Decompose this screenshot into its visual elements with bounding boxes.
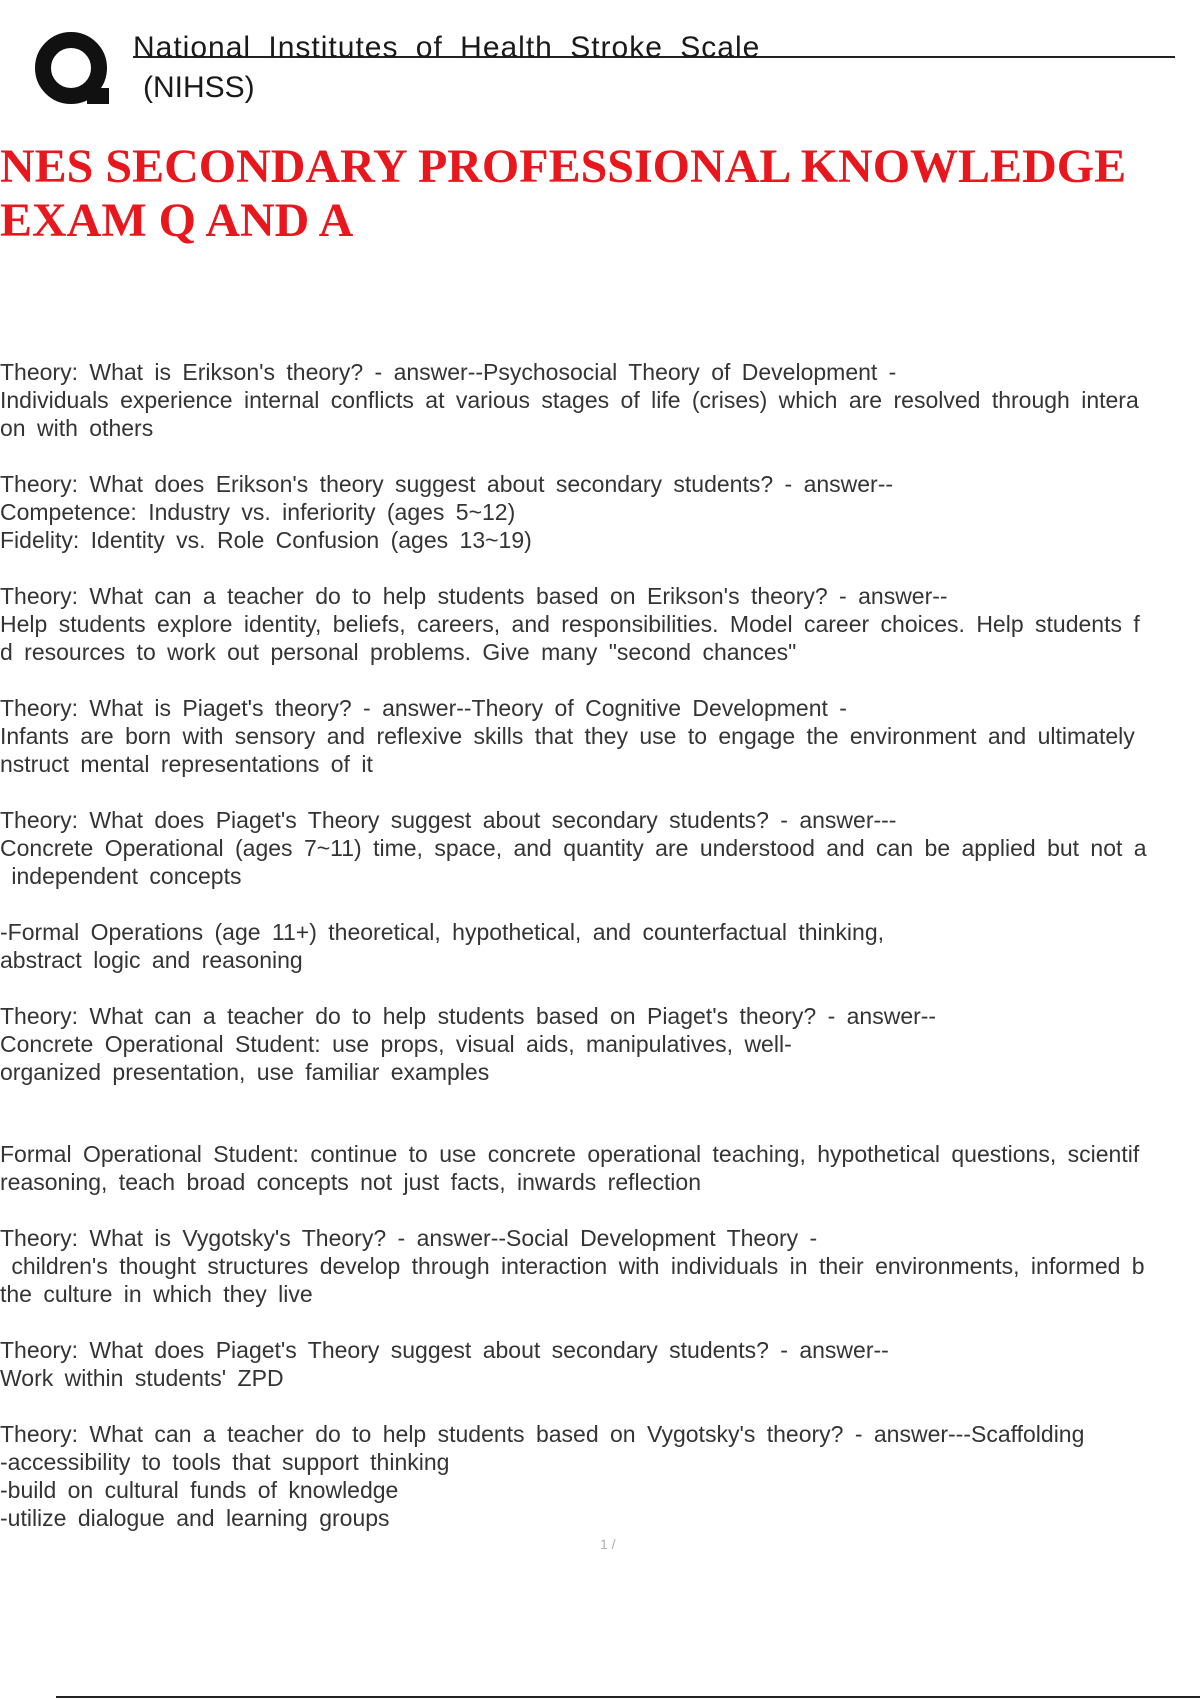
- qa-block-formal-operational-student: Formal Operational Student: continue to use concrete operational teaching, hypothetical questions, scientif reasoning, teach broad concepts not just facts, inwards reflection: [0, 1141, 1140, 1195]
- qa-block-zpd: Theory: What does Piaget's Theory suggest about secondary students? - answer-- Work within students' ZPD: [0, 1337, 889, 1391]
- qa-block-piaget-teacher: Theory: What can a teacher do to help students based on Piaget's theory? - answer-- Concrete Operational Student: use props, visual aids, manipulatives, well- organized presentation, use familiar examples: [0, 1003, 937, 1085]
- header-title: National Institutes of Health Stroke Scale: [133, 31, 761, 64]
- qa-block-piaget-theory: Theory: What is Piaget's theory? - answer--Theory of Cognitive Development - Infants are born with sensory and reflexive skills that they use to engage the environment and ultimately nstruct mental representations of it: [0, 695, 1135, 777]
- qa-content: [0, 358, 1200, 1560]
- q-logo-icon: [33, 30, 113, 110]
- qa-block-piaget-secondary: Theory: What does Piaget's Theory suggest about secondary students? - answer--- Concrete Operational (ages 7~11) time, space, and quantity are understood and can be applied but not a independent concepts: [0, 807, 1147, 889]
- footer-rule: [56, 1696, 1200, 1698]
- qa-block-erikson-secondary: Theory: What does Erikson's theory suggest about secondary students? - answer-- Competence: Industry vs. inferiority (ages 5~12) Fidelity: Identity vs. Role Confusion (ages 13~19): [0, 471, 894, 553]
- qa-block-erikson-teacher: Theory: What can a teacher do to help students based on Erikson's theory? - answer-- Help students explore identity, beliefs, careers, and responsibilities. Model career choices. Help students f d resources to work out personal problems. Give many "second chances": [0, 583, 1140, 665]
- qa-block-vygotsky-teacher: Theory: What can a teacher do to help students based on Vygotsky's theory? - answer---Scaffolding -accessibility to tools that support thinking -build on cultural funds of knowledge -utilize dialogue and learning groups: [0, 1421, 1085, 1531]
- document-header: [33, 30, 1143, 110]
- qa-block-formal-operations: -Formal Operations (age 11+) theoretical, hypothetical, and counterfactual thinking, abstract logic and reasoning: [0, 919, 885, 973]
- document-title-line-1: NES SECONDARY PROFESSIONAL KNOWLEDGE: [0, 140, 1127, 193]
- document-title: [0, 140, 1200, 248]
- qa-block-vygotsky-theory: Theory: What is Vygotsky's Theory? - answer--Social Development Theory - children's thought structures develop through interaction with individuals in their environments, informed b the culture in which they live: [0, 1225, 1145, 1307]
- qa-block-erikson-theory: Theory: What is Erikson's theory? - answer--Psychosocial Theory of Development - Individuals experience internal conflicts at various stages of life (crises) which are resolved through intera on with others: [0, 359, 1139, 441]
- header-subtitle: (NIHSS): [143, 71, 255, 104]
- page-number: 1 /: [600, 1536, 616, 1552]
- document-title-line-2: EXAM Q AND A: [0, 194, 354, 247]
